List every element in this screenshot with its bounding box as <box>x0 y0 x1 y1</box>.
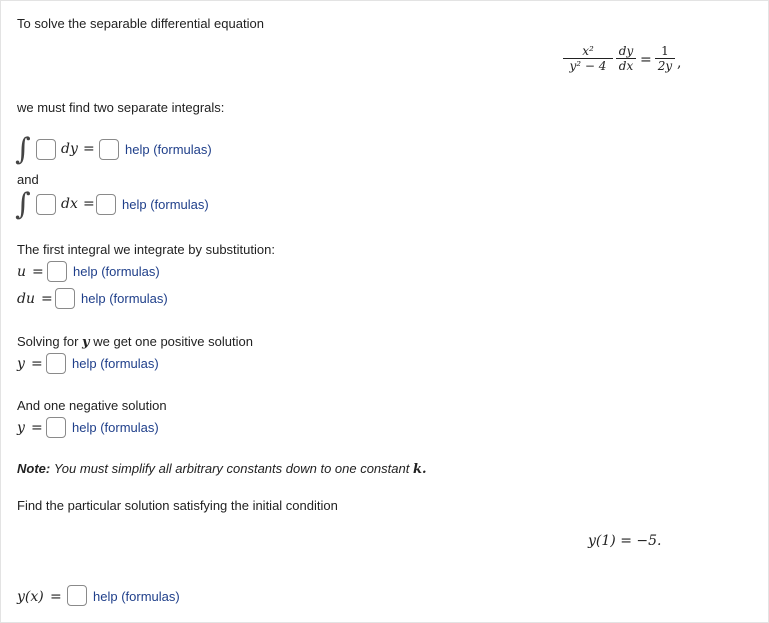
find-integrals-text: we must find two separate integrals: <box>17 100 225 115</box>
y-positive-input[interactable] <box>46 353 66 374</box>
y-positive-equals: = <box>31 356 43 372</box>
final-help-link[interactable]: help (formulas) <box>93 589 180 604</box>
integral-sign-2: ∫ <box>15 187 31 222</box>
derivative-numerator: dy <box>618 44 634 58</box>
u-equals: = <box>32 264 44 280</box>
y-negative-equals: = <box>31 420 43 436</box>
equation-equals: = <box>640 52 652 68</box>
u-input[interactable] <box>47 261 67 282</box>
du-help-link[interactable]: help (formulas) <box>81 291 168 306</box>
note-text <box>17 461 427 477</box>
y-negative-input[interactable] <box>46 417 66 438</box>
integral-1-help-link[interactable]: help (formulas) <box>125 142 212 157</box>
y-negative-help-link[interactable]: help (formulas) <box>72 420 159 435</box>
integral-2-help-link[interactable]: help (formulas) <box>122 197 209 212</box>
final-solution-input[interactable] <box>67 585 87 606</box>
note-constant: k. <box>412 462 427 477</box>
rhs-numerator: 1 <box>661 44 669 58</box>
du-input[interactable] <box>55 288 75 309</box>
integral-1-integrand-input[interactable] <box>36 139 56 160</box>
equation-comma: , <box>677 55 682 71</box>
particular-solution-text: Find the particular solution satisfying the initial condition <box>17 498 338 513</box>
rhs-denominator: 2y <box>657 59 673 73</box>
intro-text: To solve the separable differential equation <box>17 16 264 31</box>
lhs-numerator: x² <box>582 44 594 58</box>
y-positive-help-link[interactable]: help (formulas) <box>72 356 159 371</box>
integral-2-result-input[interactable] <box>96 194 116 215</box>
integral-2-equals: = <box>83 196 95 212</box>
lhs-denominator: y² − 4 <box>569 59 607 73</box>
integral-2-differential: dx <box>61 196 78 212</box>
integral-sign-1: ∫ <box>15 132 31 167</box>
substitution-text: The first integral we integrate by substitution: <box>17 242 275 257</box>
du-label: du <box>17 291 35 307</box>
note-label: Note: <box>17 461 51 476</box>
y-negative-label: y <box>17 420 25 436</box>
u-label: u <box>17 264 27 280</box>
and-text: and <box>17 172 39 187</box>
positive-solution-text <box>17 334 253 350</box>
negative-solution-text: And one negative solution <box>17 398 167 413</box>
note-body: You must simplify all arbitrary constants down to one constant <box>53 461 410 476</box>
initial-condition: y(1) = −5. <box>588 533 662 549</box>
u-help-link[interactable]: help (formulas) <box>73 264 160 279</box>
rhs-fraction <box>655 44 675 73</box>
derivative-fraction <box>616 44 636 73</box>
positive-text-prefix: Solving for <box>17 334 79 349</box>
final-equals: = <box>50 589 62 605</box>
derivative-denominator: dx <box>618 59 634 73</box>
final-y-label: y(x) <box>17 589 44 605</box>
integral-2-integrand-input[interactable] <box>36 194 56 215</box>
integral-1-equals: = <box>83 141 95 157</box>
integral-1-result-input[interactable] <box>99 139 119 160</box>
y-positive-label: y <box>17 356 25 372</box>
du-equals: = <box>41 291 53 307</box>
lhs-fraction <box>563 44 613 73</box>
integral-1-differential: dy <box>61 141 78 157</box>
positive-text-variable: y <box>82 335 90 350</box>
positive-text-suffix: we get one positive solution <box>93 334 253 349</box>
